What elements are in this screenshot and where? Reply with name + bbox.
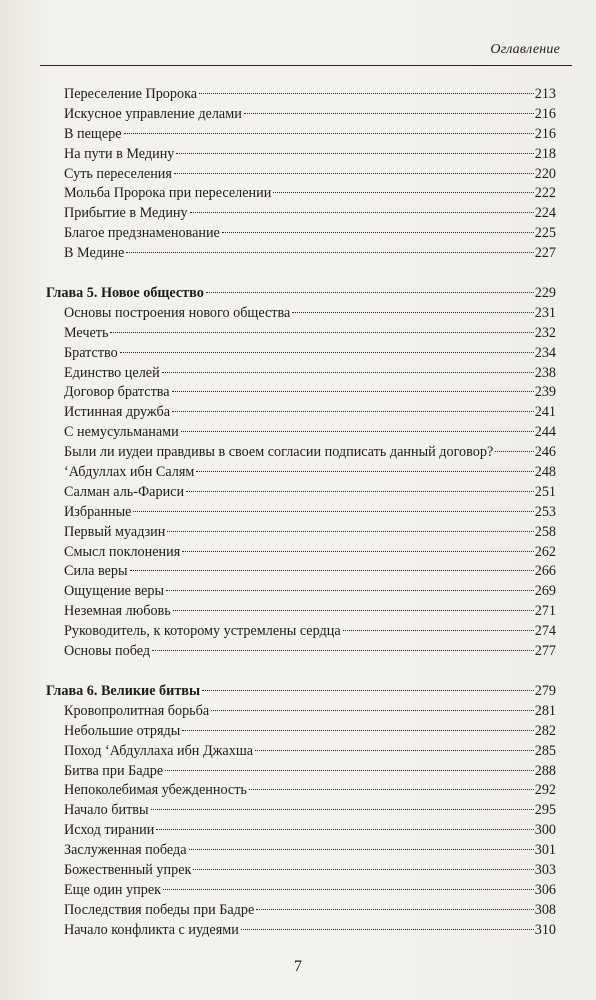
dot-leader xyxy=(199,93,534,94)
entry-title: Кровопролитная борьба xyxy=(64,702,210,719)
entry-page-number: 300 xyxy=(534,822,556,839)
entry-title: Небольшие отряды xyxy=(64,722,181,739)
entry-page-number: 253 xyxy=(534,503,556,520)
toc-section xyxy=(46,682,556,941)
toc-entry-row[interactable] xyxy=(46,244,556,264)
chapter-title: Глава 5. Новое общество xyxy=(46,285,204,302)
toc-entry-row[interactable] xyxy=(46,364,556,384)
toc-entry-row[interactable] xyxy=(46,383,556,403)
toc-entry-row[interactable] xyxy=(46,403,556,423)
entry-title: Исход тирании xyxy=(64,822,155,839)
toc-entry-row[interactable] xyxy=(46,125,556,145)
entry-title: Битва при Бадре xyxy=(64,762,164,779)
dot-leader xyxy=(292,312,533,313)
dot-leader xyxy=(110,332,533,333)
entry-page-number: 288 xyxy=(534,762,556,779)
entry-page-number: 310 xyxy=(534,921,556,938)
dot-leader xyxy=(222,232,534,233)
toc-entry-row[interactable] xyxy=(46,224,556,244)
toc-entry-row[interactable] xyxy=(46,722,556,742)
entry-title: Поход ‘Абдуллаха ибн Джахша xyxy=(64,742,254,759)
entry-page-number: 231 xyxy=(534,304,556,321)
entry-page-number: 292 xyxy=(534,782,556,799)
toc-entry-row[interactable] xyxy=(46,483,556,503)
entry-page-number: 258 xyxy=(534,523,556,540)
entry-page-number: 274 xyxy=(534,623,556,640)
toc-entry-row[interactable] xyxy=(46,184,556,204)
entry-page-number: 244 xyxy=(534,424,556,441)
entry-title: Благое предзнаменование xyxy=(64,225,220,242)
entry-title: Основы построения нового общества xyxy=(64,304,291,321)
toc-entry-row[interactable] xyxy=(46,423,556,443)
entry-page-number: 248 xyxy=(534,464,556,481)
dot-leader xyxy=(130,570,534,571)
entry-title: Заслуженная победа xyxy=(64,842,187,859)
entry-page-number: 306 xyxy=(534,881,556,898)
toc-section xyxy=(46,85,556,264)
toc-entry-row[interactable] xyxy=(46,204,556,224)
entry-page-number: 238 xyxy=(534,364,556,381)
entry-page-number: 269 xyxy=(534,583,556,600)
entry-page-number: 281 xyxy=(534,702,556,719)
toc-entry-row[interactable] xyxy=(46,742,556,762)
dot-leader xyxy=(172,411,534,412)
dot-leader xyxy=(172,391,534,392)
dot-leader xyxy=(163,889,534,890)
entry-title: Братство xyxy=(64,344,118,361)
entry-title: Божественный упрек xyxy=(64,861,192,878)
entry-page-number: 239 xyxy=(534,384,556,401)
toc-entry-row[interactable] xyxy=(46,642,556,662)
entry-title: Непоколебимая убежденность xyxy=(64,782,247,799)
entry-title: Были ли иудеи правдивы в своем согласии подписать данный договор? xyxy=(64,444,494,461)
dot-leader xyxy=(186,491,534,492)
entry-title: Смысл поклонения xyxy=(64,543,181,560)
dot-leader xyxy=(176,153,533,154)
toc-chapter-row[interactable] xyxy=(46,284,556,304)
chapter-title: Глава 6. Великие битвы xyxy=(46,682,201,699)
entry-page-number: 285 xyxy=(534,742,556,759)
toc-entry-row[interactable] xyxy=(46,562,556,582)
header-rule xyxy=(40,65,572,66)
toc-entry-row[interactable] xyxy=(46,602,556,622)
entry-title: Мечеть xyxy=(64,324,109,341)
toc-entry-row[interactable] xyxy=(46,523,556,543)
entry-title: Мольба Пророка при переселении xyxy=(64,185,272,202)
toc-entry-row[interactable] xyxy=(46,105,556,125)
toc-entry-row[interactable] xyxy=(46,841,556,861)
entry-title: На пути в Медину xyxy=(64,145,175,162)
toc-entry-row[interactable] xyxy=(46,801,556,821)
dot-leader xyxy=(181,431,534,432)
dot-leader xyxy=(133,511,533,512)
entry-page-number: 308 xyxy=(534,901,556,918)
entry-page-number: 262 xyxy=(534,543,556,560)
page-number: 7 xyxy=(294,958,302,975)
toc-entry-row[interactable] xyxy=(46,165,556,185)
entry-page-number: 220 xyxy=(534,165,556,182)
entry-title: Руководитель, к которому устремлены сердца xyxy=(64,623,341,640)
entry-page-number: 224 xyxy=(534,205,556,222)
dot-leader xyxy=(162,372,534,373)
toc-entry-row[interactable] xyxy=(46,702,556,722)
dot-leader xyxy=(189,849,534,850)
toc-chapter-row[interactable] xyxy=(46,682,556,702)
entry-page-number: 246 xyxy=(534,444,556,461)
entry-title: Переселение Пророка xyxy=(64,86,198,102)
dot-leader xyxy=(255,750,534,751)
toc-entry-row[interactable] xyxy=(46,145,556,165)
toc-entry-row[interactable] xyxy=(46,762,556,782)
toc-entry-row[interactable] xyxy=(46,821,556,841)
dot-leader xyxy=(120,352,534,353)
toc-section xyxy=(46,284,556,662)
dot-leader xyxy=(174,173,534,174)
entry-title: Договор братства xyxy=(64,384,170,401)
chapter-page-number: 279 xyxy=(534,682,556,699)
entry-title: Сила веры xyxy=(64,563,128,580)
dot-leader xyxy=(241,929,534,930)
dot-leader xyxy=(343,630,534,631)
entry-title: Истинная дружба xyxy=(64,404,171,421)
entry-page-number: 225 xyxy=(534,225,556,242)
entry-title: ‘Абдуллах ибн Салям xyxy=(64,464,195,481)
dot-leader xyxy=(273,192,533,193)
toc-entry-row[interactable] xyxy=(46,881,556,901)
toc-entry-row[interactable] xyxy=(46,503,556,523)
toc-entry-row[interactable] xyxy=(46,324,556,344)
entry-page-number: 218 xyxy=(534,145,556,162)
entry-page-number: 303 xyxy=(534,861,556,878)
toc-entry-row[interactable] xyxy=(46,85,556,105)
dot-leader xyxy=(156,829,533,830)
dot-leader xyxy=(256,909,533,910)
dot-leader xyxy=(165,770,534,771)
entry-title: Избранные xyxy=(64,503,132,520)
entry-page-number: 227 xyxy=(534,245,556,262)
dot-leader xyxy=(152,650,534,651)
entry-title: С немусульманами xyxy=(64,424,179,441)
dot-leader xyxy=(193,869,533,870)
dot-leader xyxy=(151,809,534,810)
dot-leader xyxy=(173,610,534,611)
toc-entry-row[interactable] xyxy=(46,304,556,324)
dot-leader xyxy=(166,590,534,591)
entry-title: В Медине xyxy=(64,245,125,262)
entry-title: Начало конфликта с иудеями xyxy=(64,921,239,938)
toc-entry-row[interactable] xyxy=(46,921,556,941)
toc-entry-row[interactable] xyxy=(46,622,556,642)
entry-title: Первый муадзин xyxy=(64,523,166,540)
dot-leader xyxy=(124,133,534,134)
entry-title: Основы побед xyxy=(64,643,151,660)
entry-page-number: 271 xyxy=(534,603,556,620)
entry-page-number: 277 xyxy=(534,643,556,660)
entry-title: Салман аль-Фариси xyxy=(64,483,185,500)
entry-page-number: 222 xyxy=(534,185,556,202)
toc-entry-row[interactable] xyxy=(46,861,556,881)
dot-leader xyxy=(211,710,534,711)
dot-leader xyxy=(126,252,533,253)
dot-leader xyxy=(206,292,534,293)
table-of-contents xyxy=(46,85,556,941)
toc-entry-row[interactable] xyxy=(46,463,556,483)
toc-entry-row[interactable] xyxy=(46,582,556,602)
chapter-page-number: 229 xyxy=(534,285,556,302)
dot-leader xyxy=(190,212,534,213)
dot-leader xyxy=(182,730,533,731)
dot-leader xyxy=(196,471,533,472)
dot-leader xyxy=(495,451,533,452)
toc-entry-row[interactable] xyxy=(46,344,556,364)
entry-title: Последствия победы при Бадре xyxy=(64,901,255,918)
entry-page-number: 232 xyxy=(534,324,556,341)
toc-entry-row[interactable] xyxy=(46,781,556,801)
entry-page-number: 234 xyxy=(534,344,556,361)
dot-leader xyxy=(167,531,533,532)
dot-leader xyxy=(202,690,534,691)
toc-entry-row[interactable] xyxy=(46,901,556,921)
entry-title: Прибытие в Медину xyxy=(64,205,188,222)
entry-title: Искусное управление делами xyxy=(64,105,242,122)
entry-page-number: 213 xyxy=(534,86,556,102)
dot-leader xyxy=(244,113,534,114)
entry-page-number: 251 xyxy=(534,483,556,500)
entry-page-number: 266 xyxy=(534,563,556,580)
entry-page-number: 295 xyxy=(534,802,556,819)
entry-page-number: 282 xyxy=(534,722,556,739)
entry-page-number: 216 xyxy=(534,125,556,142)
entry-title: Неземная любовь xyxy=(64,603,171,620)
entry-title: Суть переселения xyxy=(64,165,172,182)
entry-title: Единство целей xyxy=(64,364,160,381)
entry-title: Ощущение веры xyxy=(64,583,165,600)
toc-entry-row[interactable] xyxy=(46,443,556,463)
entry-page-number: 241 xyxy=(534,404,556,421)
running-head: Оглавление xyxy=(490,42,560,57)
dot-leader xyxy=(182,551,533,552)
dot-leader xyxy=(249,789,534,790)
toc-entry-row[interactable] xyxy=(46,543,556,563)
entry-title: Еще один упрек xyxy=(64,881,162,898)
entry-title: В пещере xyxy=(64,125,122,142)
entry-page-number: 216 xyxy=(534,105,556,122)
entry-title: Начало битвы xyxy=(64,802,149,819)
entry-page-number: 301 xyxy=(534,842,556,859)
